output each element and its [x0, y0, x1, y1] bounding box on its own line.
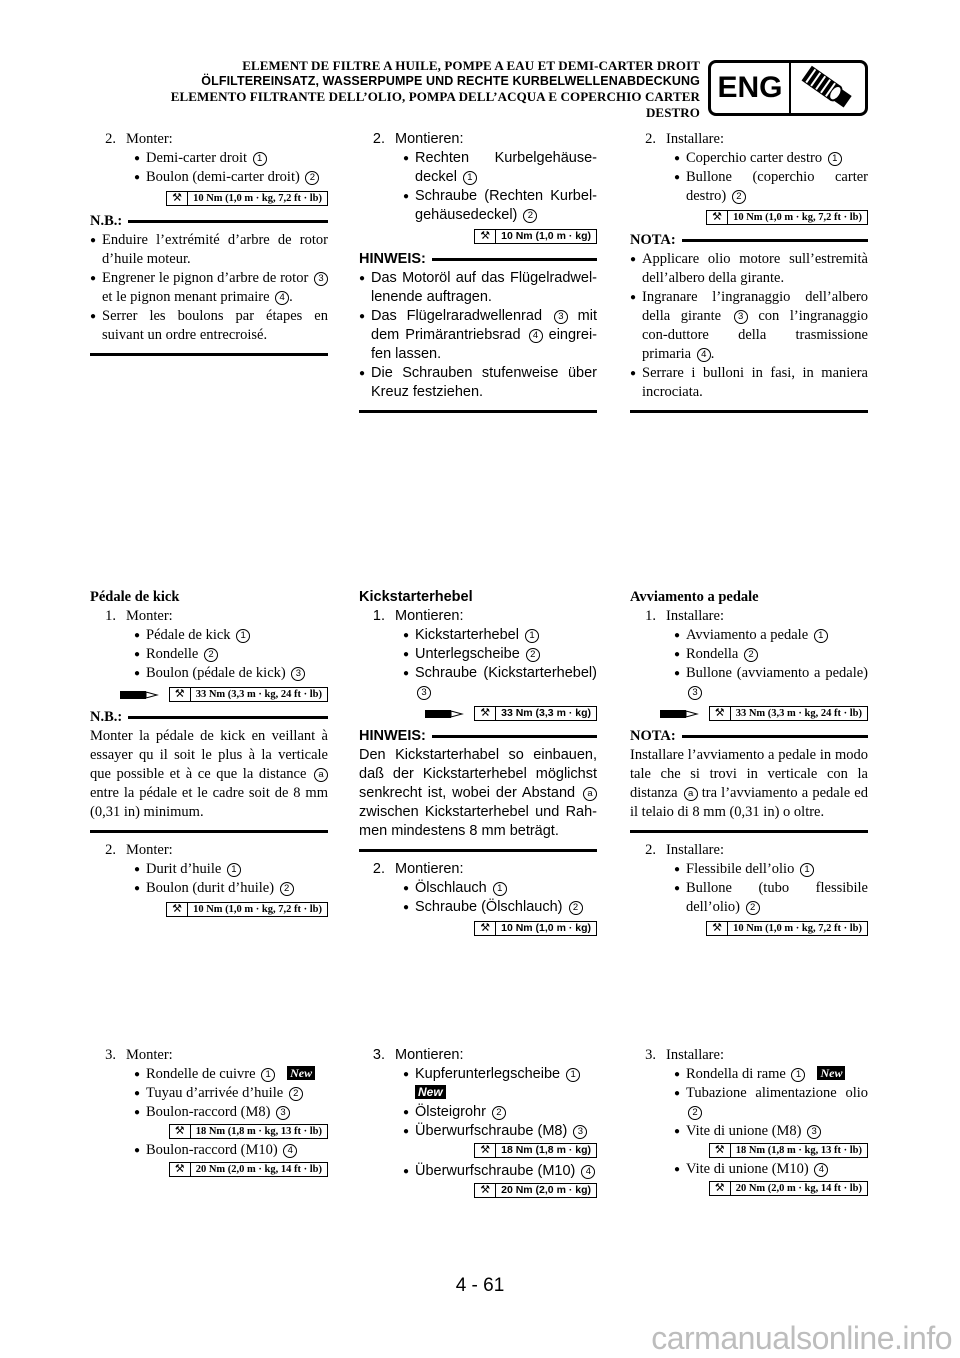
torque-spec — [709, 1181, 868, 1196]
callout-2: 2 — [492, 1106, 506, 1120]
torque-spec — [706, 210, 868, 225]
page-header — [80, 58, 700, 120]
list-item: Schraube (Kickstarterhebel) — [415, 665, 597, 681]
torque-spec — [474, 1183, 597, 1198]
note-item: Die Schrauben stufenweise über Kreuz festziehen. — [371, 365, 597, 400]
header-title-de: ÖLFILTEREINSATZ, WASSERPUMPE UND RECHTE KURBELWELLENABDECKUNG — [201, 73, 700, 88]
step-text: Monter: — [126, 131, 173, 147]
list-item: Boulon (demi-carter droit) — [146, 169, 300, 185]
locktite-icon — [424, 706, 464, 721]
de-section-oil-pipe: 3. Montieren: ● Kupferunterlegscheibe 1 New ● Ölsteigrohr 2 ● Überwurfschraube (M8) 3 ⚒ 18 Nm (1,8 m · kg) ● Überwurfschraube (M10) 4 ⚒ 20 Nm (2,0 m · kg) — [359, 1046, 597, 1200]
list-item: Rondelle — [146, 646, 199, 662]
header-title-it: ELEMENTO FILTRANTE DELL’OLIO, POMPA DELL’ACQUA E COPERCHIO CARTER — [170, 89, 700, 104]
list-item: Boulon (durit d’huile) — [146, 880, 275, 896]
step-number: 2. — [645, 842, 656, 858]
list-item: Ölsteigrohr — [415, 1104, 486, 1120]
torque-value: 10 Nm (1,0 m · kg, 7,2 ft · lb) — [193, 904, 322, 915]
torque-value: 10 Nm (1,0 m · kg) — [501, 230, 591, 242]
note-title: HINWEIS: — [359, 728, 426, 744]
eng-badge — [708, 60, 868, 116]
list-item: Kickstarterhebel — [415, 627, 519, 643]
wrench-icon: ⚒ — [475, 707, 496, 720]
callout-2: 2 — [523, 209, 537, 223]
callout-1: 1 — [463, 171, 477, 185]
torque-value: 18 Nm (1,8 m · kg) — [501, 1144, 591, 1156]
callout-2: 2 — [746, 901, 760, 915]
step-text: Montieren: — [395, 1047, 464, 1063]
wrench-icon: ⚒ — [710, 1144, 731, 1157]
step-number: 2. — [372, 861, 385, 877]
callout-2: 2 — [688, 1106, 702, 1120]
torque-spec — [169, 1124, 328, 1139]
torque-value: 20 Nm (2,0 m · kg, 14 ft · lb) — [735, 1183, 862, 1194]
note-text: Den Kickstarterhabel so einbauen, daß der Kickstarterhebel möglichst senkrecht ist, wobei der Abstand — [359, 747, 597, 801]
callout-2: 2 — [569, 901, 583, 915]
callout-a: a — [583, 787, 597, 801]
wrench-icon: ⚒ — [170, 1125, 191, 1138]
note-item: et le pignon menant primaire — [102, 289, 270, 305]
note-text: Monter la pédale de kick en veillant à essayer qu il soit le plus à la verticale que possible et à ce que la distance — [90, 728, 328, 782]
list-item: Schraube (Ölschlauch) — [415, 899, 563, 915]
step-text: Installare: — [666, 608, 724, 624]
torque-spec — [166, 902, 328, 917]
list-item: Rondella di rame — [686, 1066, 786, 1082]
torque-value: 10 Nm (1,0 m · kg) — [501, 922, 591, 934]
list-item: Rondella — [686, 646, 739, 662]
callout-3: 3 — [554, 310, 568, 324]
callout-3: 3 — [734, 310, 748, 324]
section-title: Kickstarterhebel — [359, 589, 473, 605]
list-item: Bullone (avviamento a pedale) — [686, 665, 868, 681]
callout-1: 1 — [253, 152, 267, 166]
note-item: con l’ingranaggio con-duttore della trasmissione primaria — [642, 308, 868, 362]
note-text: entre la pédale et le cadre soit de 8 mm (0,31 in) minimum. — [90, 785, 328, 820]
wrench-icon: ⚒ — [167, 192, 188, 205]
note-title: N.B.: — [90, 213, 123, 229]
list-item: Vite di unione (M10) — [686, 1161, 809, 1177]
note-item: Engrener le pignon d’arbre de rotor — [102, 270, 309, 286]
wrench-icon: ⚒ — [167, 903, 188, 916]
callout-1: 1 — [227, 863, 241, 877]
note-title: HINWEIS: — [359, 251, 426, 267]
wrench-icon: ⚒ — [475, 1144, 496, 1157]
step-text: Installare: — [666, 131, 724, 147]
callout-3: 3 — [417, 686, 431, 700]
list-item: Bullone (tubo flessibile dell’olio) — [686, 880, 868, 915]
callout-2: 2 — [732, 190, 746, 204]
torque-spec — [709, 1143, 868, 1158]
torque-spec — [166, 191, 328, 206]
torque-value: 20 Nm (2,0 m · kg) — [501, 1184, 591, 1196]
step-number: 2. — [372, 131, 385, 147]
torque-spec — [474, 706, 597, 721]
callout-1: 1 — [236, 629, 250, 643]
list-item: Rechten Kurbelgehäuse-deckel — [415, 150, 597, 185]
step-number: 3. — [105, 1047, 116, 1063]
note-text: tra l’avviamento a pedale ed il telaio di 8 mm (0,31 in) o oltre. — [630, 785, 868, 820]
note-item: Das Flügelraradwellenrad — [371, 308, 543, 324]
list-item: Boulon-raccord (M10) — [146, 1142, 278, 1158]
list-item: Durit d’huile — [146, 861, 222, 877]
note-item: Ingranare l’ingranaggio dell’albero della girante — [642, 289, 868, 324]
callout-4: 4 — [697, 348, 711, 362]
torque-spec — [706, 921, 868, 936]
step-text: Montieren: — [395, 131, 464, 147]
locktite-icon — [119, 687, 159, 702]
de-section-install-crankcase-cover: 2. Montieren: ● Rechten Kurbelgehäuse-deckel 1 ● Schraube (Rechten Kurbel-gehäusedeckel) 2 ⚒ 10 Nm (1,0 m · kg) HINWEIS: ● Das Motoröl auf das Flügelradwel-lenende auftragen. ● Das Flügelraradwellenrad 3 mit dem Primärantriebsrad 4 eingrei-fen lassen. ● Die Schrauben stufenweise über Kreuz festziehen. — [359, 130, 597, 413]
step-number: 1. — [645, 608, 656, 624]
torque-value: 33 Nm (3,3 m · kg, 24 ft · lb) — [735, 708, 862, 719]
step-number: 3. — [645, 1047, 656, 1063]
callout-2: 2 — [305, 171, 319, 185]
it-section-oil-pipe: 3. Installare: ● Rondella di rame 1 New ● Tubazione alimentazione olio 2 ● Vite di unione (M8) 3 ⚒ 18 Nm (1,8 m · kg, 13 ft · lb) ● Vite di unione (M10) 4 ⚒ 20 Nm (2,0 m · kg, 14 ft · lb) — [630, 1046, 868, 1198]
wrench-icon: ⚒ — [710, 1182, 731, 1195]
note-item: mit dem Primärantriebsrad — [371, 308, 598, 343]
step-text: Installare: — [666, 842, 724, 858]
page-number: 4 - 61 — [455, 1275, 505, 1296]
section-title: Avviamento a pedale — [630, 589, 759, 605]
new-part-badge: New — [817, 1066, 845, 1080]
callout-2: 2 — [744, 648, 758, 662]
header-title-it-2: DESTRO — [645, 104, 700, 120]
callout-4: 4 — [529, 329, 543, 343]
step-text: Monter: — [126, 1047, 173, 1063]
callout-1: 1 — [791, 1068, 805, 1082]
de-section-kick: Kickstarterhebel 1. Montieren: ● Kickstarterhebel 1 ● Unterlegscheibe 2 ● Schraube (Kickstarterhebel) 3 ⚒ 33 Nm (3,3 m · kg) HINWEIS: Den Kickstarterhabel so einbauen, daß der Kickstarterhebel möglichst senkrecht ist, wobei der Abstand a zwischen Kickstarterhebel und Rah-men mindestens 8 mm beträgt. 2. Montieren: ● Ölschlauch 1 ● Schraube (Ölschlauch) 2 ⚒ 10 Nm (1,0 m · kg) — [359, 589, 597, 934]
callout-1: 1 — [261, 1068, 275, 1082]
locktite-icon — [659, 706, 699, 721]
callout-3: 3 — [688, 686, 702, 700]
header-title-fr: ELEMENT DE FILTRE A HUILE, POMPE A EAU ET DEMI-CARTER DROIT — [242, 58, 700, 73]
callout-3: 3 — [291, 667, 305, 681]
torque-value: 18 Nm (1,8 m · kg, 13 ft · lb) — [195, 1126, 322, 1137]
step-number: 1. — [105, 608, 116, 624]
note-item: Serrare i bulloni in fasi, in maniera incrociata. — [642, 365, 868, 400]
torque-spec — [474, 921, 597, 936]
callout-2: 2 — [280, 882, 294, 896]
torque-value: 10 Nm (1,0 m · kg, 7,2 ft · lb) — [733, 212, 862, 223]
list-item: Tuyau d’arrivée d’huile — [146, 1085, 284, 1101]
note-item: eingrei-fen lassen. — [371, 327, 597, 362]
step-number: 2. — [105, 842, 116, 858]
watermark[interactable]: carmanualsonline.info — [651, 1320, 952, 1356]
wrench-icon: ⚒ — [475, 922, 496, 935]
list-item: Ölschlauch — [415, 880, 487, 896]
section-title: Pédale de kick — [90, 589, 180, 605]
step-text: Monter: — [126, 608, 173, 624]
torque-spec — [474, 229, 597, 244]
note-item: Applicare olio motore sull’estremità dell’albero della girante. — [642, 251, 868, 286]
torque-spec — [709, 706, 868, 721]
callout-2: 2 — [526, 648, 540, 662]
step-number: 2. — [105, 131, 116, 147]
list-item: Avviamento a pedale — [686, 627, 809, 643]
note-item: Das Motoröl auf das Flügelradwel-lenende auftragen. — [371, 270, 597, 305]
callout-1: 1 — [828, 152, 842, 166]
list-item: Demi-carter droit — [146, 150, 248, 166]
fr-section-install-crankcase-cover: 2. Monter: ● Demi-carter droit 1 ● Boulon (demi-carter droit) 2 ⚒ 10 Nm (1,0 m · kg, 7,2 ft · lb) N.B.: ● Enduire l’extrémité d’arbre de rotor d’huile moteur. ● Engrener le pignon d’arbre de rotor 3 et le pignon menant primaire 4 . ● Serrer les boulons par étapes en suivant un ordre entrecroisé. — [90, 130, 328, 356]
wrench-icon: ⚒ — [710, 707, 731, 720]
step-number: 2. — [645, 131, 656, 147]
list-item: Flessibile dell’olio — [686, 861, 795, 877]
list-item: Boulon-raccord (M8) — [146, 1104, 271, 1120]
torque-value: 10 Nm (1,0 m · kg, 7,2 ft · lb) — [193, 193, 322, 204]
note-item: Serrer les boulons par étapes en suivant un ordre entrecroisé. — [102, 308, 328, 343]
step-text: Montieren: — [395, 861, 464, 877]
list-item: Überwurfschraube (M8) — [415, 1123, 568, 1139]
note-text: Installare l’avviamento a pedale in modo tale che si trovi in verticale con la distanza — [630, 747, 868, 801]
callout-1: 1 — [525, 629, 539, 643]
callout-1: 1 — [814, 629, 828, 643]
list-item: Boulon (pédale de kick) — [146, 665, 286, 681]
torque-value: 20 Nm (2,0 m · kg, 14 ft · lb) — [195, 1164, 322, 1175]
eng-label: ENG — [711, 63, 791, 113]
step-text: Montieren: — [395, 608, 464, 624]
callout-3: 3 — [807, 1125, 821, 1139]
step-text: Monter: — [126, 842, 173, 858]
callout-4: 4 — [814, 1163, 828, 1177]
torque-spec — [169, 1162, 328, 1177]
callout-2: 2 — [289, 1087, 303, 1101]
list-item: Unterlegscheibe — [415, 646, 520, 662]
callout-4: 4 — [283, 1144, 297, 1158]
torque-value: 18 Nm (1,8 m · kg, 13 ft · lb) — [735, 1145, 862, 1156]
list-item: Bullone (coperchio carter destro) — [686, 169, 868, 204]
callout-4: 4 — [275, 291, 289, 305]
new-part-badge: New — [415, 1085, 446, 1099]
callout-4: 4 — [581, 1165, 595, 1179]
note-title: NOTA: — [630, 232, 676, 248]
wrench-icon: ⚒ — [475, 1184, 496, 1197]
wrench-icon: ⚒ — [475, 230, 496, 243]
callout-1: 1 — [493, 882, 507, 896]
wrench-icon: ⚒ — [170, 688, 191, 701]
fr-section-kick: Pédale de kick 1. Monter: ● Pédale de kick 1 ● Rondelle 2 ● Boulon (pédale de kick) 3 ⚒ 33 Nm (3,3 m · kg, 24 ft · lb) N.B.: Monter la pédale de kick en veillant à essayer qu il soit le plus à la verticale que possible et à ce que la distance a entre la pédale et le cadre soit de 8 mm (0,31 in) minimum. 2. Monter: ● Durit d’huile 1 ● Boulon (durit d’huile) 2 ⚒ 10 Nm (1,0 m · kg, 7,2 ft · lb) — [90, 589, 328, 915]
wrench-icon: ⚒ — [707, 211, 728, 224]
note-text: zwischen Kickstarterhebel und Rah-men mindestens 8 mm beträgt. — [359, 804, 597, 839]
note-title: N.B.: — [90, 709, 123, 725]
it-section-kick: Avviamento a pedale 1. Installare: ● Avviamento a pedale 1 ● Rondella 2 ● Bullone (avviamento a pedale) 3 ⚒ 33 Nm (3,3 m · kg, 24 ft · lb) NOTA: Installare l’avviamento a pedale in modo tale che si trovi in verticale con la distanza a tra l’avviamento a pedale ed il telaio di 8 mm (0,31 in) o oltre. 2. Installare: ● Flessibile dell’olio 1 ● Bullone (tubo flessibile dell’olio) 2 ⚒ 10 Nm (1,0 m · kg, 7,2 ft · lb) — [630, 589, 868, 934]
note-item: Enduire l’extrémité d’arbre de rotor d’huile moteur. — [102, 232, 328, 267]
callout-1: 1 — [566, 1068, 580, 1082]
callout-1: 1 — [800, 863, 814, 877]
callout-3: 3 — [573, 1125, 587, 1139]
list-item: Pédale de kick — [146, 627, 231, 643]
torque-spec — [474, 1143, 597, 1158]
torque-spec — [169, 687, 328, 702]
torque-value: 33 Nm (3,3 m · kg) — [501, 707, 591, 719]
fr-section-oil-pipe: 3. Monter: ● Rondelle de cuivre 1 New ● Tuyau d’arrivée d’huile 2 ● Boulon-raccord (M8) 3 ⚒ 18 Nm (1,8 m · kg, 13 ft · lb) ● Boulon-raccord (M10) 4 ⚒ 20 Nm (2,0 m · kg, 14 ft · lb) — [90, 1046, 328, 1179]
it-section-install-crankcase-cover: 2. Installare: ● Coperchio carter destro 1 ● Bullone (coperchio carter destro) 2 ⚒ 10 Nm (1,0 m · kg, 7,2 ft · lb) NOTA: ● Applicare olio motore sull’estremità dell’albero della girante. ● Ingranare l’ingranaggio dell’albero della girante 3 con l’ingranaggio con-duttore della trasmissione primaria 4 . ● Serrare i bulloni in fasi, in maniera incrociata. — [630, 130, 868, 413]
list-item: Schraube (Rechten Kurbel-gehäusedeckel) — [415, 188, 597, 223]
list-item: Vite di unione (M8) — [686, 1123, 802, 1139]
wrench-icon: ⚒ — [170, 1163, 191, 1176]
new-part-badge: New — [287, 1066, 315, 1080]
torque-value: 10 Nm (1,0 m · kg, 7,2 ft · lb) — [733, 923, 862, 934]
step-text: Installare: — [666, 1047, 724, 1063]
engine-tool-icon — [791, 63, 865, 113]
step-number: 3. — [372, 1047, 385, 1063]
list-item: Überwurfschraube (M10) — [415, 1163, 576, 1179]
callout-a: a — [684, 787, 698, 801]
callout-3: 3 — [314, 272, 328, 286]
step-number: 1. — [372, 608, 385, 624]
callout-3: 3 — [276, 1106, 290, 1120]
list-item: Kupferunterlegscheibe — [415, 1066, 561, 1082]
list-item: Coperchio carter destro — [686, 150, 823, 166]
list-item: Tubazione alimentazione olio — [686, 1085, 868, 1101]
callout-2: 2 — [204, 648, 218, 662]
note-title: NOTA: — [630, 728, 676, 744]
wrench-icon: ⚒ — [707, 922, 728, 935]
callout-a: a — [314, 768, 328, 782]
torque-value: 33 Nm (3,3 m · kg, 24 ft · lb) — [195, 689, 322, 700]
list-item: Rondelle de cuivre — [146, 1066, 256, 1082]
